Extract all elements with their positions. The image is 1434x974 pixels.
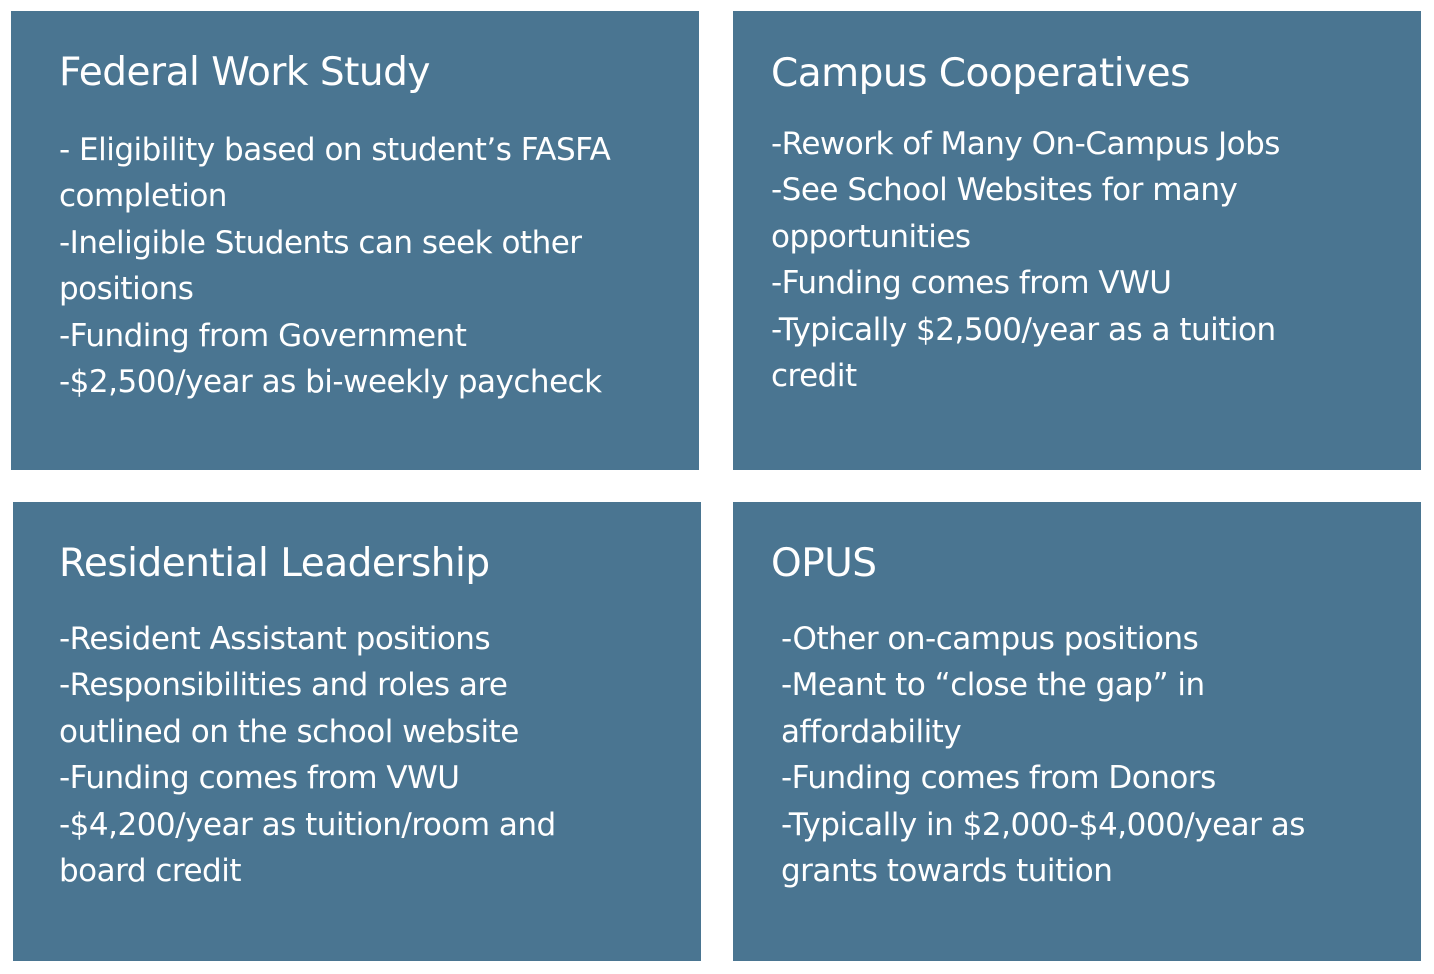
panel-line: outlined on the school website [59, 713, 519, 750]
panel-line: -Typically in $2,000-$4,000/year as [781, 806, 1305, 843]
panel-line: -Rework of Many On-Campus Jobs [771, 126, 1280, 162]
panel-body [771, 121, 1280, 399]
panel-body [59, 616, 556, 894]
panel-opus [733, 502, 1421, 961]
panel-line: completion [59, 178, 227, 215]
panel-line: grants towards tuition [781, 853, 1113, 890]
panel-line: -Meant to “close the gap” in [781, 667, 1205, 704]
panel-title: Campus Cooperatives [771, 51, 1190, 96]
panel-line: -Funding from Government [59, 317, 467, 354]
panel-line: -Resident Assistant positions [59, 621, 491, 657]
panel-line: -Funding comes from VWU [59, 760, 460, 797]
panel-line: credit [771, 358, 857, 395]
panel-line: -$4,200/year as tuition/room and [59, 806, 556, 843]
panel-residential-leadership [13, 502, 701, 961]
panel-line: -Responsibilities and roles are [59, 667, 508, 704]
panel-line: -Funding comes from VWU [771, 265, 1172, 302]
panel-line: -Ineligible Students can seek other [59, 224, 582, 261]
panel-line: - Eligibility based on student’s FASFA [59, 132, 611, 168]
panel-campus-cooperatives [733, 11, 1421, 470]
panel-line: opportunities [771, 218, 971, 255]
panel-title: Federal Work Study [59, 50, 430, 95]
panel-body [781, 616, 1305, 894]
panel-line: -See School Websites for many [771, 172, 1238, 209]
panel-line: affordability [781, 713, 962, 750]
panel-title: OPUS [771, 541, 877, 586]
panel-federal-work-study [11, 11, 699, 470]
panel-line: positions [59, 271, 194, 308]
panel-line: -$2,500/year as bi-weekly paycheck [59, 364, 602, 401]
panel-body [59, 127, 610, 405]
panel-line: -Typically $2,500/year as a tuition [771, 311, 1276, 348]
panel-line: -Funding comes from Donors [781, 760, 1216, 797]
panel-line: -Other on-campus positions [781, 621, 1199, 657]
panel-title: Residential Leadership [59, 541, 490, 586]
panel-line: board credit [59, 853, 241, 890]
